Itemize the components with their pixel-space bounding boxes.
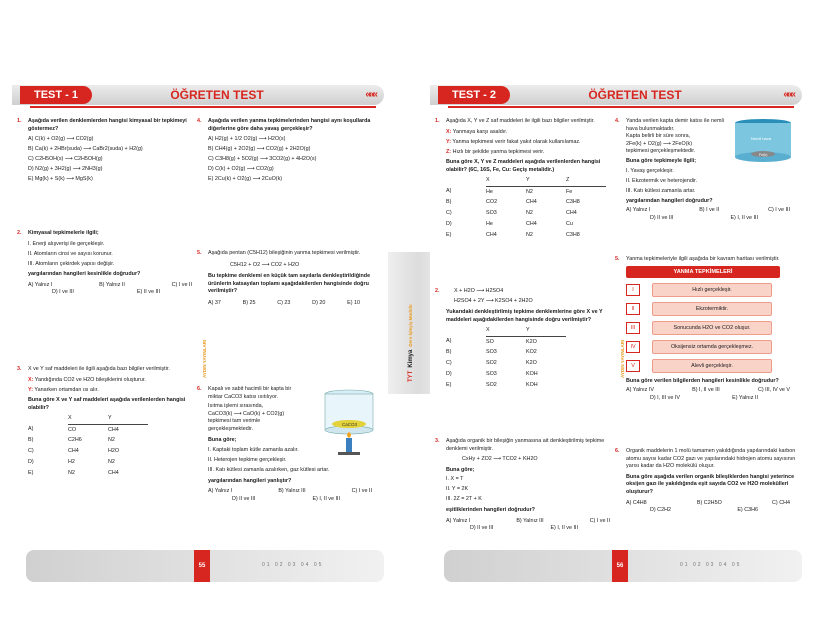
- equation: CxHy + ZO2 ⟶ TCO2 + KH2O: [462, 456, 538, 463]
- option-d[interactable]: D) N2(g) + 3H2(g) ⟶ 2NH3(g): [28, 166, 103, 173]
- options-row-2: [208, 496, 380, 504]
- question-number: 2.: [17, 230, 22, 236]
- options-row-1: [446, 518, 618, 526]
- left-column: [17, 118, 200, 479]
- table-row[interactable]: A) He N2 Fe: [446, 188, 573, 195]
- option-a[interactable]: A) C(k) + O2(g) ⟶ CO2(g): [28, 136, 94, 143]
- question-4: [197, 118, 380, 250]
- page-footer: [444, 550, 802, 582]
- option-a[interactable]: A) Yalnız I: [208, 488, 233, 495]
- question-3: [435, 438, 618, 533]
- question-number: 3.: [435, 438, 440, 444]
- info-y: Y: Yanma tepkimesi verir fakat yakıt olarak kullanılamaz.: [446, 138, 581, 145]
- option-a[interactable]: A) 37: [208, 299, 221, 306]
- question-stem-3: tepkimesi gerçekleşmektedir.: [626, 148, 696, 155]
- table-row[interactable]: C) CH4 H2O: [28, 448, 120, 455]
- page-title: ÖĞRETEN TEST: [588, 88, 682, 102]
- question-stem-3: tepkimesi tam verimle gerçekleşmektedir.: [208, 418, 261, 432]
- option-c[interactable]: C) C2H5OH(s) ⟶ C2H5OH(g): [28, 156, 103, 163]
- question-stem: Aşağıda pentan (C5H12) bileşiğinin yanma tepkimesi verilmiştir.: [208, 250, 361, 256]
- options-row-2: [28, 289, 200, 297]
- test-header: [430, 85, 802, 105]
- answer-table: [446, 327, 566, 391]
- image-label-fe: Fe(k): [759, 153, 768, 157]
- option-a[interactable]: A) Yalnız IV: [626, 387, 654, 394]
- question-stem: Yanda verilen kapta demir katısı ile nemli hava bulunmaktadır.: [626, 118, 724, 132]
- option-e[interactable]: E) 10: [347, 299, 360, 306]
- heated-container-image: [320, 388, 378, 458]
- option-d[interactable]: D) II ve III: [470, 525, 494, 532]
- equation: CaCO3(k) ⟶ CaO(k) + CO2(g): [208, 410, 285, 417]
- options-row-1: [626, 500, 798, 508]
- option-d[interactable]: D) II ve III: [650, 214, 674, 221]
- question-number: 4.: [615, 118, 620, 124]
- question-stem: Aşağıda organik bir bileşiğin yanmasına ait denkleştirilmiş tepkime denklemi verilmiştir.: [446, 438, 605, 452]
- option-d[interactable]: D) I, III ve IV: [650, 394, 680, 401]
- question-stem: Kimyasal tepkimelerle ilgili;: [28, 230, 99, 236]
- footer-nav[interactable]: 01 02 03 04 05: [262, 562, 324, 568]
- options-row-2: [626, 507, 798, 515]
- question-3: [17, 366, 200, 479]
- statement-i: I. X = T: [446, 476, 464, 483]
- question-number: 4.: [197, 118, 202, 124]
- page-56: [430, 78, 818, 588]
- statement-ii: II. Y = 2K: [446, 486, 469, 493]
- options-row-1: [626, 207, 798, 215]
- question-ask-2: yargılarından hangileri yanlıştır?: [208, 477, 292, 484]
- option-e[interactable]: E) Mg(k) + S(k) ⟶ MgS(k): [28, 176, 93, 183]
- option-b[interactable]: B) CH4(g) + 2O2(g) ⟶ CO2(g) + 2H2O(g): [208, 146, 311, 153]
- statement-i: I. Kaptaki toplam kütle zamanla azalır.: [208, 447, 299, 454]
- question-number: 1.: [435, 118, 440, 124]
- option-c[interactable]: C) III, IV ve V: [757, 387, 790, 394]
- question-stem: Organik maddelerin 1 molü tamamen yakıldığında yapılarındaki karbon atomu sayısı kadar CO2 gazı ve yapılarındaki hidrojen atomu sayısının yarısı kadar da H2O molekülü oluşur.: [626, 448, 796, 470]
- test-header: [12, 85, 384, 105]
- table-row[interactable]: D) He CH4 Cu: [446, 220, 573, 227]
- side-label: AYDIN YAYINLARI: [620, 339, 625, 378]
- options-row-1: [208, 488, 380, 496]
- option-b[interactable]: B) Yalnız II: [99, 281, 125, 288]
- table-row[interactable]: E) SO2 KOH: [446, 381, 538, 388]
- option-c[interactable]: C) I ve II: [589, 517, 610, 524]
- statement-iii: III. Atomların çekirdek yapısı değişir.: [28, 260, 115, 267]
- option-d[interactable]: D) 20: [312, 299, 326, 306]
- question-stem-2: Isıtma işlemi sırasında,: [208, 403, 264, 410]
- equation-2: H2SO4 + 2Y ⟶ K2SO4 + 2H2O: [454, 297, 533, 304]
- option-e[interactable]: E) I, II ve III: [730, 214, 758, 221]
- option-d[interactable]: D) C2H2: [650, 507, 671, 514]
- option-c[interactable]: C) I ve III: [768, 207, 790, 214]
- chevron-left-icon: «««: [783, 89, 794, 100]
- option-b[interactable]: B) 25: [242, 299, 256, 306]
- question-ask: Buna göre verilen bilgilerden hangileri kesinlikle doğrudur?: [626, 377, 779, 384]
- concept-map-row: III Sonucunda H2O ve CO2 oluşur.: [626, 321, 798, 335]
- question-ask: Buna göre;: [446, 466, 475, 473]
- table-row[interactable]: A) CO CH4: [28, 426, 119, 433]
- table-row[interactable]: C) SO3 N2 CH4: [446, 210, 577, 217]
- statement-ii: II. Ekzotermik ve heterojendir.: [626, 177, 698, 184]
- table-row[interactable]: C) SO2 K2O: [446, 360, 537, 367]
- question-6: [615, 448, 798, 515]
- image-label-air: Nemli hava: [751, 136, 772, 141]
- left-column: [435, 118, 618, 533]
- option-b[interactable]: B) I ve II: [699, 207, 720, 214]
- table-row[interactable]: B) CO2 CH4 C3H8: [446, 199, 580, 206]
- table-header: X Y Z: [446, 177, 606, 186]
- question-stem: X ve Y saf maddeleri ile ilgili aşağıda bazı bilgiler verilmiştir.: [28, 366, 170, 372]
- statement-iii: III. Katı kütlesi zamanla artar.: [626, 187, 696, 194]
- options-row-1: [28, 282, 200, 290]
- test-label: TEST - 1: [20, 86, 92, 104]
- question-stem: Aşağıda verilen yanma tepkimelerinden hangisi aynı koşullarda diğerlerine göre daha yavaş gerçekleşir?: [208, 118, 371, 132]
- option-a[interactable]: A) Yalnız I: [626, 207, 651, 214]
- concept-map-title: YANMA TEPKİMELERİ: [626, 266, 780, 278]
- question-ask-2: eşitliklerinden hangileri doğrudur?: [446, 506, 535, 513]
- statement-iii: III. 2Z = 2T + K: [446, 496, 482, 503]
- option-e[interactable]: E) Yalnız II: [732, 394, 758, 401]
- header-divider: [448, 106, 794, 108]
- option-c[interactable]: C) I ve II: [171, 281, 192, 288]
- footer-nav[interactable]: 01 02 03 04 05: [680, 562, 742, 568]
- question-number: 2.: [435, 288, 440, 294]
- option-e[interactable]: E) 2Cu(k) + O2(g) ⟶ 2CuO(k): [208, 176, 283, 183]
- question-stem-2: Kapta belirli bir süre sonra,: [626, 133, 691, 140]
- question-1: [435, 118, 618, 288]
- table-row[interactable]: B) C2H6 N2: [28, 437, 115, 444]
- header-divider: [30, 106, 376, 108]
- statement-i: I. Yavaş gerçekleşir.: [626, 167, 674, 174]
- concept-map-row: V Alevli gerçekleşir.: [626, 359, 798, 373]
- col-x: X: [68, 415, 108, 424]
- equation-1: X + H2O ⟶ H2SO4: [454, 288, 504, 294]
- chevron-left-icon: «««: [365, 89, 376, 100]
- concept-map-row: I Hızlı gerçekleşir.: [626, 283, 798, 297]
- info-x: X: Yanmaya karşı asaldır.: [446, 128, 508, 135]
- spine-left: [388, 252, 418, 394]
- option-e[interactable]: E) II ve III: [136, 289, 160, 296]
- option-c[interactable]: C) C3H8(g) + 5O2(g) ⟶ 3CO2(g) + 4H2O(s): [208, 156, 317, 163]
- question-ask: Yukarıdaki denkleştirilmiş tepkime denklemlerine göre X ve Y maddeleri aşağıdakilerden hangisinde doğru verilmiştir?: [446, 309, 603, 323]
- options-row: [208, 300, 380, 308]
- option-a[interactable]: A) Yalnız I: [28, 281, 53, 288]
- option-b[interactable]: B) Yalnız III: [278, 488, 306, 495]
- table-row[interactable]: D) H2 N2: [28, 458, 115, 465]
- option-b[interactable]: B) I, II ve III: [692, 387, 720, 394]
- question-ask: Bu tepkime denklemi en küçük tam sayılarla denkleştirildiğinde ürünlerin katsayıları toplamı aşağıdakilerden hangisinde doğru verilmiştir?: [208, 273, 371, 295]
- question-number: 5.: [615, 256, 620, 262]
- option-e[interactable]: E) C3H6: [737, 507, 758, 514]
- option-b[interactable]: B) Yalnız III: [516, 517, 544, 524]
- question-2: [17, 230, 200, 366]
- table-row[interactable]: E) CH4 N2 C3H8: [446, 231, 580, 238]
- image-label: CaCO3: [342, 422, 358, 427]
- question-ask: Buna göre;: [208, 436, 237, 443]
- concept-map-row: II Ekzotermiktir.: [626, 302, 798, 316]
- info-z: Z: Hızlı bir şekilde yanma tepkimesi verir.: [446, 148, 545, 155]
- concept-map-row: IV Oksijensiz ortamda gerçekleşmez.: [626, 340, 798, 354]
- options-row-2: [446, 525, 618, 533]
- page-55: [12, 78, 400, 588]
- question-number: 6.: [197, 386, 202, 392]
- equation: 2Fe(k) + O2(g) ⟶ 2FeO(k): [626, 140, 692, 147]
- question-ask: Buna göre X, Y ve Z maddeleri aşağıda verilenlerden hangisi olabilir? (6C, 16S, Fe, Cu: Geçiş metalidir.): [446, 159, 601, 173]
- option-e[interactable]: E) I, II ve III: [550, 525, 578, 532]
- table-header: [28, 415, 148, 424]
- page-number: 56: [612, 550, 628, 582]
- table-row[interactable]: B) SO3 KO2: [446, 349, 537, 356]
- question-stem: Aşağıda X, Y ve Z saf maddeleri ile ilgili bazı bilgiler verilmiştir.: [446, 118, 595, 124]
- option-a[interactable]: A) Yalnız I: [446, 517, 471, 524]
- option-b[interactable]: B) Ca(k) + 2HBr(suda) ⟶ CaBr2(suda) + H2(g): [28, 146, 143, 153]
- option-a[interactable]: A) H2(g) + 1/2 O2(g) ⟶ H2O(s): [208, 136, 286, 143]
- table-row[interactable]: D) SO3 KOH: [446, 370, 538, 377]
- option-e[interactable]: E) I, II ve III: [312, 495, 340, 502]
- option-d[interactable]: D) C(k) + O2(g) ⟶ CO2(g): [208, 166, 274, 173]
- info-y-text: Yanarken ortamdan ısı alır.: [34, 386, 99, 393]
- statement-ii: II. Heterojen tepkime gerçekleşir.: [208, 457, 287, 464]
- page-number: 55: [194, 550, 210, 582]
- question-number: 1.: [17, 118, 22, 124]
- statement-i: I. Enerji alışverişi ile gerçekleşir.: [28, 240, 105, 247]
- question-stem: Kapalı ve sabit hacimli bir kapta bir miktar CaCO3 katısı ısıtılıyor.: [208, 386, 292, 400]
- info-x: [28, 377, 200, 385]
- option-c[interactable]: C) 23: [277, 299, 291, 306]
- option-c[interactable]: C) CH4: [772, 499, 790, 506]
- label-x: X:: [28, 376, 34, 383]
- question-2: [435, 288, 618, 438]
- question-number: 3.: [17, 366, 22, 372]
- label-y: Y:: [28, 386, 33, 393]
- iron-container-image: [732, 118, 794, 166]
- option-a[interactable]: A) C4H8: [626, 499, 647, 506]
- test-label: TEST - 2: [438, 86, 510, 104]
- question-ask: Buna göre X ve Y saf maddeleri aşağıda verilenlerden hangisi olabilir?: [28, 397, 186, 411]
- question-4: [615, 118, 798, 256]
- page-footer: [26, 550, 384, 582]
- info-y: [28, 387, 200, 395]
- options-row-1: [626, 387, 798, 395]
- question-1: [17, 118, 200, 230]
- options-row-2: [626, 215, 798, 223]
- question-ask: yargılarından hangileri kesinlikle doğrudur?: [28, 271, 141, 278]
- question-stem: Yanma tepkimeleriyle ilgili aşağıda bir kavram haritası verilmiştir.: [626, 256, 780, 262]
- side-label: AYDIN YAYINLARI: [202, 339, 207, 378]
- question-ask: Buna göre aşağıda verilen organik bileşiklerden hangisi yeterince oksijen gazı ile yakıldığında eşit sayıda CO2 ve H2O molekülleri oluşturur?: [626, 473, 795, 495]
- spine-text: TYTKimyaDers İşleyiş Modülü: [408, 304, 414, 382]
- option-d[interactable]: D) II ve III: [232, 495, 256, 502]
- option-b[interactable]: B) C2H5O: [696, 499, 722, 506]
- option-d[interactable]: D) I ve III: [52, 289, 74, 296]
- statement-iii: III. Katı kütlesi zamanla azalırken, gaz kütlesi artar.: [208, 467, 330, 474]
- table-row[interactable]: A) SO K2O: [446, 338, 537, 345]
- table-row[interactable]: E) N2 CH4: [28, 469, 119, 476]
- table-header: X Y: [446, 327, 566, 336]
- col-y: Y: [108, 415, 148, 424]
- info-x-text: Yandığında CO2 ve H2O bileşiklerini oluşturur.: [34, 376, 146, 383]
- options-row-2: [626, 395, 798, 403]
- statement-ii: II. Atomların cinsi ve sayısı korunur.: [28, 250, 113, 257]
- option-c[interactable]: C) I ve II: [351, 488, 372, 495]
- answer-table: [28, 415, 148, 479]
- answer-table: [446, 177, 606, 241]
- question-ask: Buna göre tepkimeyle ilgili;: [626, 157, 697, 164]
- question-ask-2: yargılarından hangileri doğrudur?: [626, 197, 713, 204]
- question-number: 6.: [615, 448, 620, 454]
- page-title: ÖĞRETEN TEST: [170, 88, 264, 102]
- question-6: [197, 386, 380, 504]
- question-stem: Aşağıda verilen denklemlerden hangisi kimyasal bir tepkimeyi göstermez?: [28, 118, 187, 132]
- question-number: 5.: [197, 250, 202, 256]
- equation: C5H12 + O2 ⟶ CO2 + H2O: [230, 261, 300, 268]
